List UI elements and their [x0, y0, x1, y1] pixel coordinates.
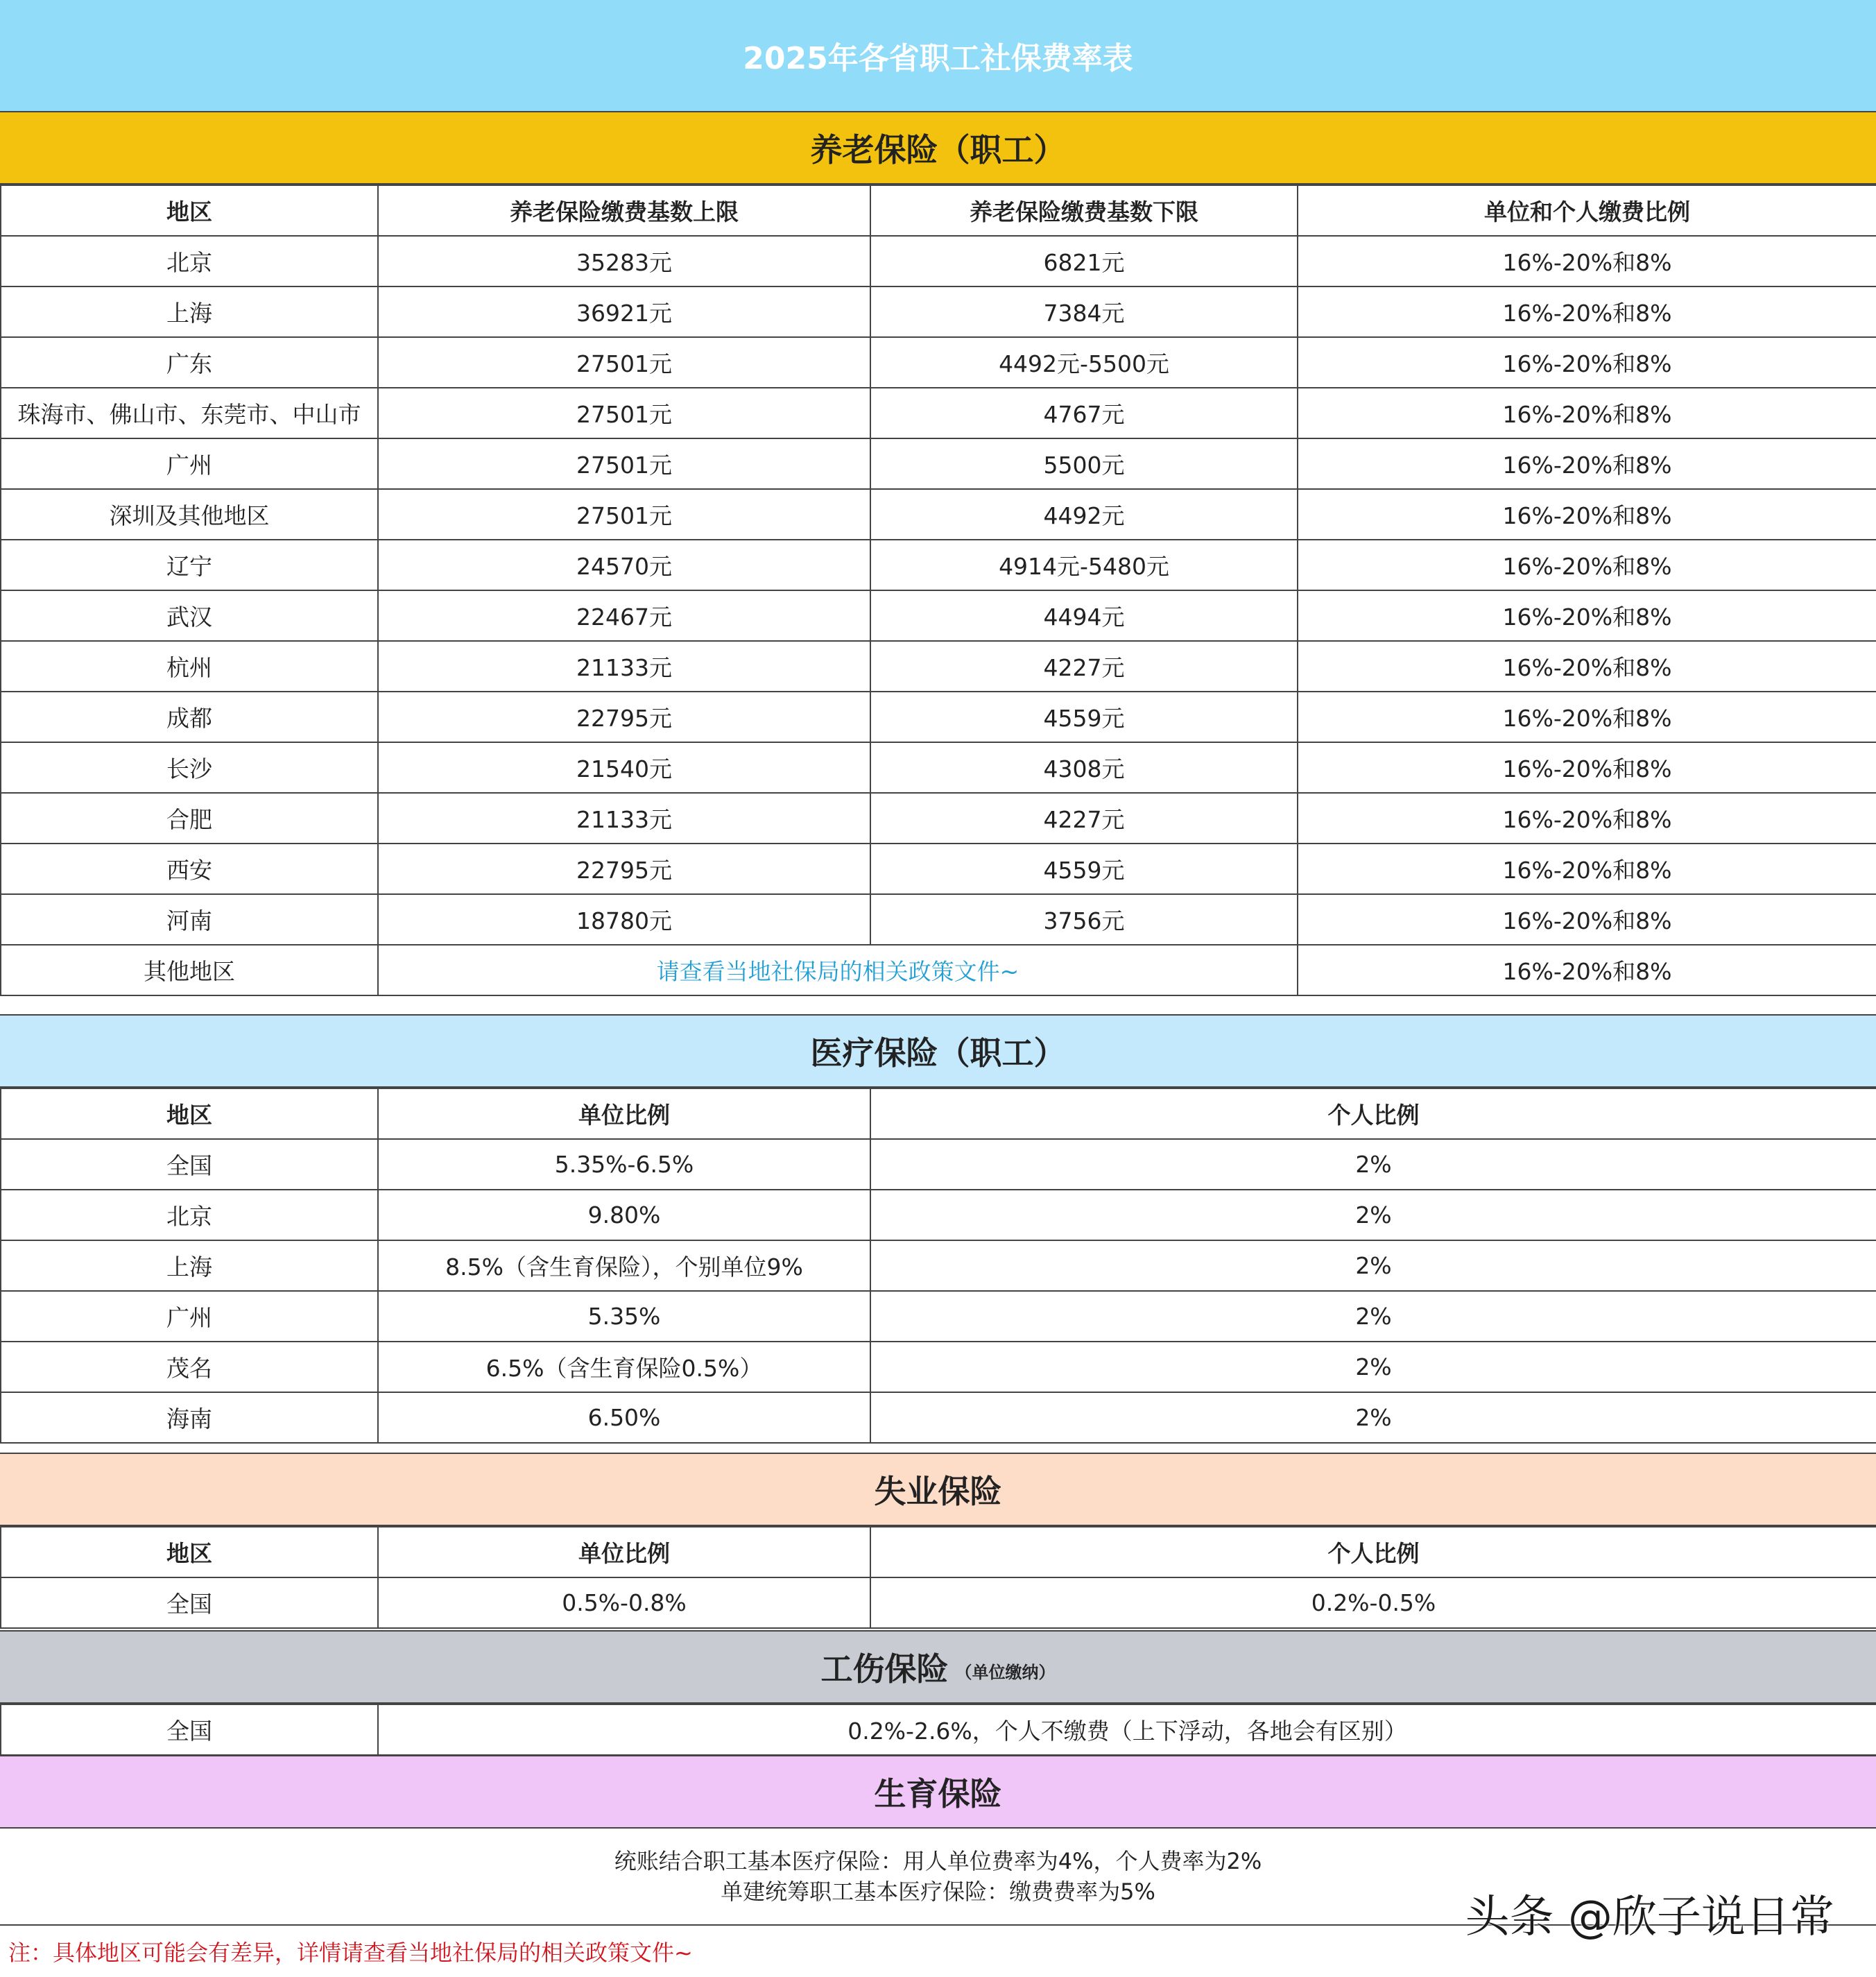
base-upper-cell: 35283元 [378, 236, 870, 286]
ratio-cell: 16%-20%和8% [1298, 692, 1876, 742]
region-cell: 武汉 [1, 590, 378, 641]
personal-rate-cell: 2% [870, 1291, 1876, 1342]
policy-note-cell: 请查看当地社保局的相关政策文件~ [378, 945, 1298, 995]
table-row [1, 1577, 1876, 1628]
table-row [1, 742, 1876, 793]
region-cell: 全国 [1, 1577, 378, 1628]
maternity-line: 统账结合职工基本医疗保险：用人单位费率为4%，个人费率为2% [614, 1848, 1262, 1874]
table-row [1, 540, 1876, 590]
base-upper-cell: 21133元 [378, 641, 870, 692]
base-upper-cell: 36921元 [378, 286, 870, 337]
region-cell: 长沙 [1, 742, 378, 793]
column-header: 养老保险缴费基数上限 [378, 185, 870, 236]
table-row [1, 1392, 1876, 1443]
region-cell: 广州 [1, 1291, 378, 1342]
base-upper-cell: 27501元 [378, 337, 870, 388]
region-cell: 西安 [1, 844, 378, 894]
ratio-cell: 16%-20%和8% [1298, 793, 1876, 844]
region-cell: 上海 [1, 1240, 378, 1291]
unemployment-table [0, 1526, 1876, 1629]
table-row [1, 489, 1876, 540]
column-header: 个人比例 [870, 1088, 1876, 1139]
region-cell: 杭州 [1, 641, 378, 692]
base-upper-cell: 21540元 [378, 742, 870, 793]
region-cell: 海南 [1, 1392, 378, 1443]
personal-rate-cell: 2% [870, 1190, 1876, 1240]
base-lower-cell: 4308元 [870, 742, 1298, 793]
region-cell: 全国 [1, 1704, 378, 1755]
personal-rate-cell: 2% [870, 1240, 1876, 1291]
section-medical-heading: 医疗保险（职工） [0, 1014, 1876, 1088]
maternity-line: 单建统筹职工基本医疗保险：缴费费率为5% [721, 1878, 1155, 1905]
column-header: 养老保险缴费基数下限 [870, 185, 1298, 236]
table-row [1, 1342, 1876, 1392]
column-header: 个人比例 [870, 1527, 1876, 1577]
table-row [1, 894, 1876, 945]
employer-rate-cell: 9.80% [378, 1190, 870, 1240]
table-row [1, 793, 1876, 844]
region-cell: 北京 [1, 236, 378, 286]
ratio-cell: 16%-20%和8% [1298, 388, 1876, 438]
base-lower-cell: 6821元 [870, 236, 1298, 286]
employer-rate-cell: 8.5%（含生育保险），个别单位9% [378, 1240, 870, 1291]
table-row [1, 945, 1876, 995]
base-lower-cell: 4559元 [870, 844, 1298, 894]
region-cell: 北京 [1, 1190, 378, 1240]
region-cell: 全国 [1, 1139, 378, 1190]
ratio-cell: 16%-20%和8% [1298, 286, 1876, 337]
base-upper-cell: 27501元 [378, 438, 870, 489]
table-row [1, 692, 1876, 742]
region-cell: 河南 [1, 894, 378, 945]
region-cell: 辽宁 [1, 540, 378, 590]
personal-rate-cell: 2% [870, 1392, 1876, 1443]
table-row [1, 590, 1876, 641]
column-header: 地区 [1, 185, 378, 236]
table-row [1, 337, 1876, 388]
ratio-cell: 16%-20%和8% [1298, 236, 1876, 286]
base-upper-cell: 22795元 [378, 692, 870, 742]
ratio-cell: 16%-20%和8% [1298, 489, 1876, 540]
medical-table [0, 1088, 1876, 1444]
base-upper-cell: 27501元 [378, 489, 870, 540]
pension-header-row [1, 185, 1876, 236]
base-upper-cell: 24570元 [378, 540, 870, 590]
region-cell: 广东 [1, 337, 378, 388]
base-lower-cell: 7384元 [870, 286, 1298, 337]
base-upper-cell: 22795元 [378, 844, 870, 894]
section-maternity-heading: 生育保险 [0, 1755, 1876, 1829]
table-row [1, 1240, 1876, 1291]
watermark: 头条 @欣子说日常 [1465, 1892, 1834, 1943]
ratio-cell: 16%-20%和8% [1298, 540, 1876, 590]
ratio-cell: 16%-20%和8% [1298, 945, 1876, 995]
table-row [1, 236, 1876, 286]
employer-rate-cell: 6.50% [378, 1392, 870, 1443]
unemployment-header-row [1, 1527, 1876, 1577]
personal-rate-cell: 2% [870, 1139, 1876, 1190]
ratio-cell: 16%-20%和8% [1298, 590, 1876, 641]
region-cell: 其他地区 [1, 945, 378, 995]
base-lower-cell: 4492元 [870, 489, 1298, 540]
table-row [1, 641, 1876, 692]
base-lower-cell: 4227元 [870, 793, 1298, 844]
region-cell: 珠海市、佛山市、东莞市、中山市 [1, 388, 378, 438]
employer-rate-cell: 0.5%-0.8% [378, 1577, 870, 1628]
injury-heading-text: 工伤保险 [820, 1650, 949, 1688]
section-pension-heading: 养老保险（职工） [0, 111, 1876, 185]
base-lower-cell: 4559元 [870, 692, 1298, 742]
section-unemployment-heading: 失业保险 [0, 1453, 1876, 1526]
base-lower-cell: 3756元 [870, 894, 1298, 945]
table-row [1, 844, 1876, 894]
footnote: 注：具体地区可能会有差异，详情请查看当地社保局的相关政策文件~ [8, 1940, 693, 1966]
injury-rate-cell: 0.2%-2.6%，个人不缴费（上下浮动，各地会有区别） [378, 1704, 1876, 1755]
base-lower-cell: 4227元 [870, 641, 1298, 692]
employer-rate-cell: 5.35%-6.5% [378, 1139, 870, 1190]
column-header: 单位比例 [378, 1527, 870, 1577]
base-lower-cell: 4494元 [870, 590, 1298, 641]
ratio-cell: 16%-20%和8% [1298, 641, 1876, 692]
table-row [1, 1704, 1876, 1755]
column-header: 单位比例 [378, 1088, 870, 1139]
injury-subheading: （单位缴纳） [955, 1662, 1056, 1682]
table-row [1, 388, 1876, 438]
table-row [1, 1291, 1876, 1342]
table-row [1, 1139, 1876, 1190]
section-injury-heading [0, 1630, 1876, 1704]
base-lower-cell: 4914元-5480元 [870, 540, 1298, 590]
ratio-cell: 16%-20%和8% [1298, 894, 1876, 945]
personal-rate-cell: 2% [870, 1342, 1876, 1392]
pension-table [0, 185, 1876, 996]
column-header: 地区 [1, 1527, 378, 1577]
region-cell: 成都 [1, 692, 378, 742]
base-upper-cell: 27501元 [378, 388, 870, 438]
ratio-cell: 16%-20%和8% [1298, 337, 1876, 388]
column-header: 地区 [1, 1088, 378, 1139]
base-lower-cell: 4492元-5500元 [870, 337, 1298, 388]
employer-rate-cell: 5.35% [378, 1291, 870, 1342]
region-cell: 合肥 [1, 793, 378, 844]
table-row [1, 286, 1876, 337]
injury-table [0, 1704, 1876, 1756]
base-upper-cell: 22467元 [378, 590, 870, 641]
ratio-cell: 16%-20%和8% [1298, 844, 1876, 894]
region-cell: 深圳及其他地区 [1, 489, 378, 540]
personal-rate-cell: 0.2%-0.5% [870, 1577, 1876, 1628]
base-upper-cell: 18780元 [378, 894, 870, 945]
table-row [1, 1190, 1876, 1240]
medical-header-row [1, 1088, 1876, 1139]
region-cell: 广州 [1, 438, 378, 489]
region-cell: 上海 [1, 286, 378, 337]
base-upper-cell: 21133元 [378, 793, 870, 844]
base-lower-cell: 5500元 [870, 438, 1298, 489]
employer-rate-cell: 6.5%（含生育保险0.5%） [378, 1342, 870, 1392]
table-row [1, 438, 1876, 489]
table-title: 2025年各省职工社保费率表 [0, 0, 1876, 111]
region-cell: 茂名 [1, 1342, 378, 1392]
column-header: 单位和个人缴费比例 [1298, 185, 1876, 236]
ratio-cell: 16%-20%和8% [1298, 742, 1876, 793]
ratio-cell: 16%-20%和8% [1298, 438, 1876, 489]
base-lower-cell: 4767元 [870, 388, 1298, 438]
